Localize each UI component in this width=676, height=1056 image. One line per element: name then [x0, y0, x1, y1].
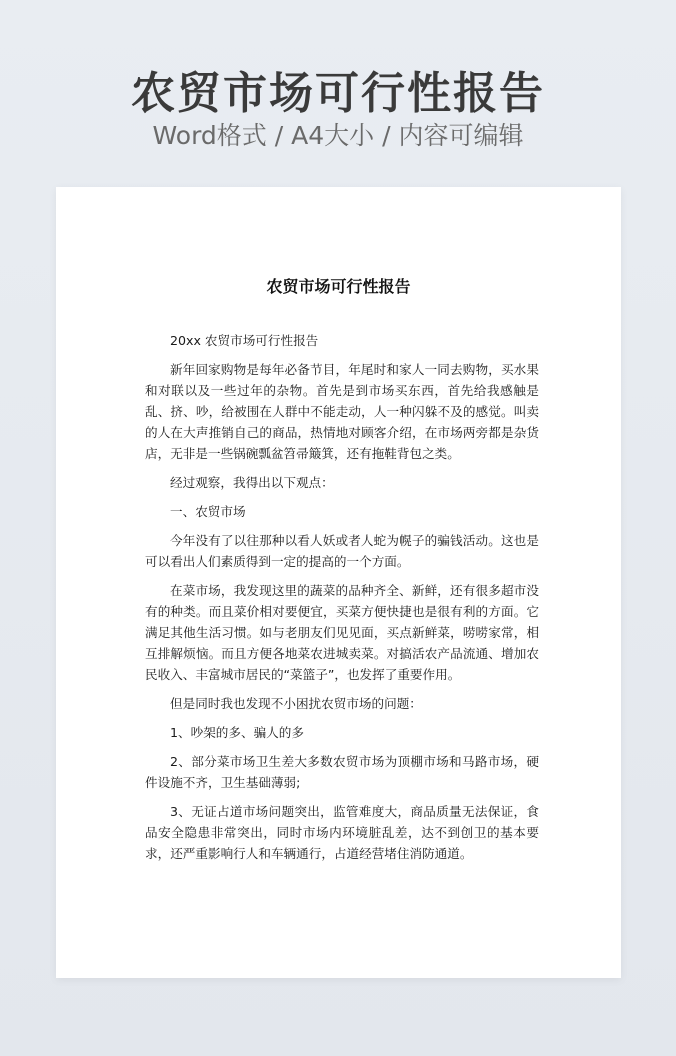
paragraph-quality: 今年没有了以往那种以看人妖或者人蛇为幌子的骗钱活动。这也是可以看出人们素质得到一定的提高的一个方面。: [145, 533, 539, 569]
paragraph-market: 在菜市场，我发现这里的蔬菜的品种齐全、新鲜，还有很多超市没有的种类。而且菜价相对要便宜，买菜方便快捷也是很有利的方面。它满足其他生活习惯。如与老朋友们见见面，买点新鲜菜，唠唠家常，相互排解烦恼。而且方便各地菜农进城卖菜。对搞活农产品流通、增加农民收入、丰富城市居民的“菜篮子”，也发挥了重要作用。: [145, 583, 539, 682]
paragraph-observation: 经过观察，我得出以下观点：: [170, 475, 334, 490]
document-title: 农贸市场可行性报告: [266, 277, 411, 296]
problem-item-1: 1、吵架的多、骗人的多: [170, 725, 304, 740]
paragraph-intro: 新年回家购物是每年必备节目，年尾时和家人一同去购物，买水果和对联以及一些过年的杂物。首先是到市场买东西，首先给我感触是乱、挤、吵，给被围在人群中不能走动，人一种闪躲不及的感觉。叫卖的人在大声推销自己的商品，热情地对顾客介绍，在市场两旁都是杂货店，无非是一些锅碗瓢盆笤帚簸箕，还有拖鞋背包之类。: [145, 362, 539, 461]
paragraph-date-heading: 20xx 农贸市场可行性报告: [170, 333, 319, 348]
banner-title: 农贸市场可行性报告: [131, 68, 545, 119]
section-heading: 一、农贸市场: [170, 504, 246, 519]
problem-item-3: 3、无证占道市场问题突出，监管难度大，商品质量无法保证，食品安全隐患非常突出，同时市场内环境脏乱差，达不到创卫的基本要求，还严重影响行人和车辆通行，占道经营堵住消防通道。: [145, 804, 539, 861]
document-page: [56, 187, 621, 978]
paragraph-problems: 但是同时我也发现不小困扰农贸市场的问题：: [170, 696, 422, 711]
problem-item-2: 2、部分菜市场卫生差大多数农贸市场为顶棚市场和马路市场，硬件设施不齐，卫生基础薄弱;: [145, 754, 539, 790]
document-body: [145, 330, 539, 872]
banner-subtitle: Word格式 / A4大小 / 内容可编辑: [152, 121, 524, 150]
